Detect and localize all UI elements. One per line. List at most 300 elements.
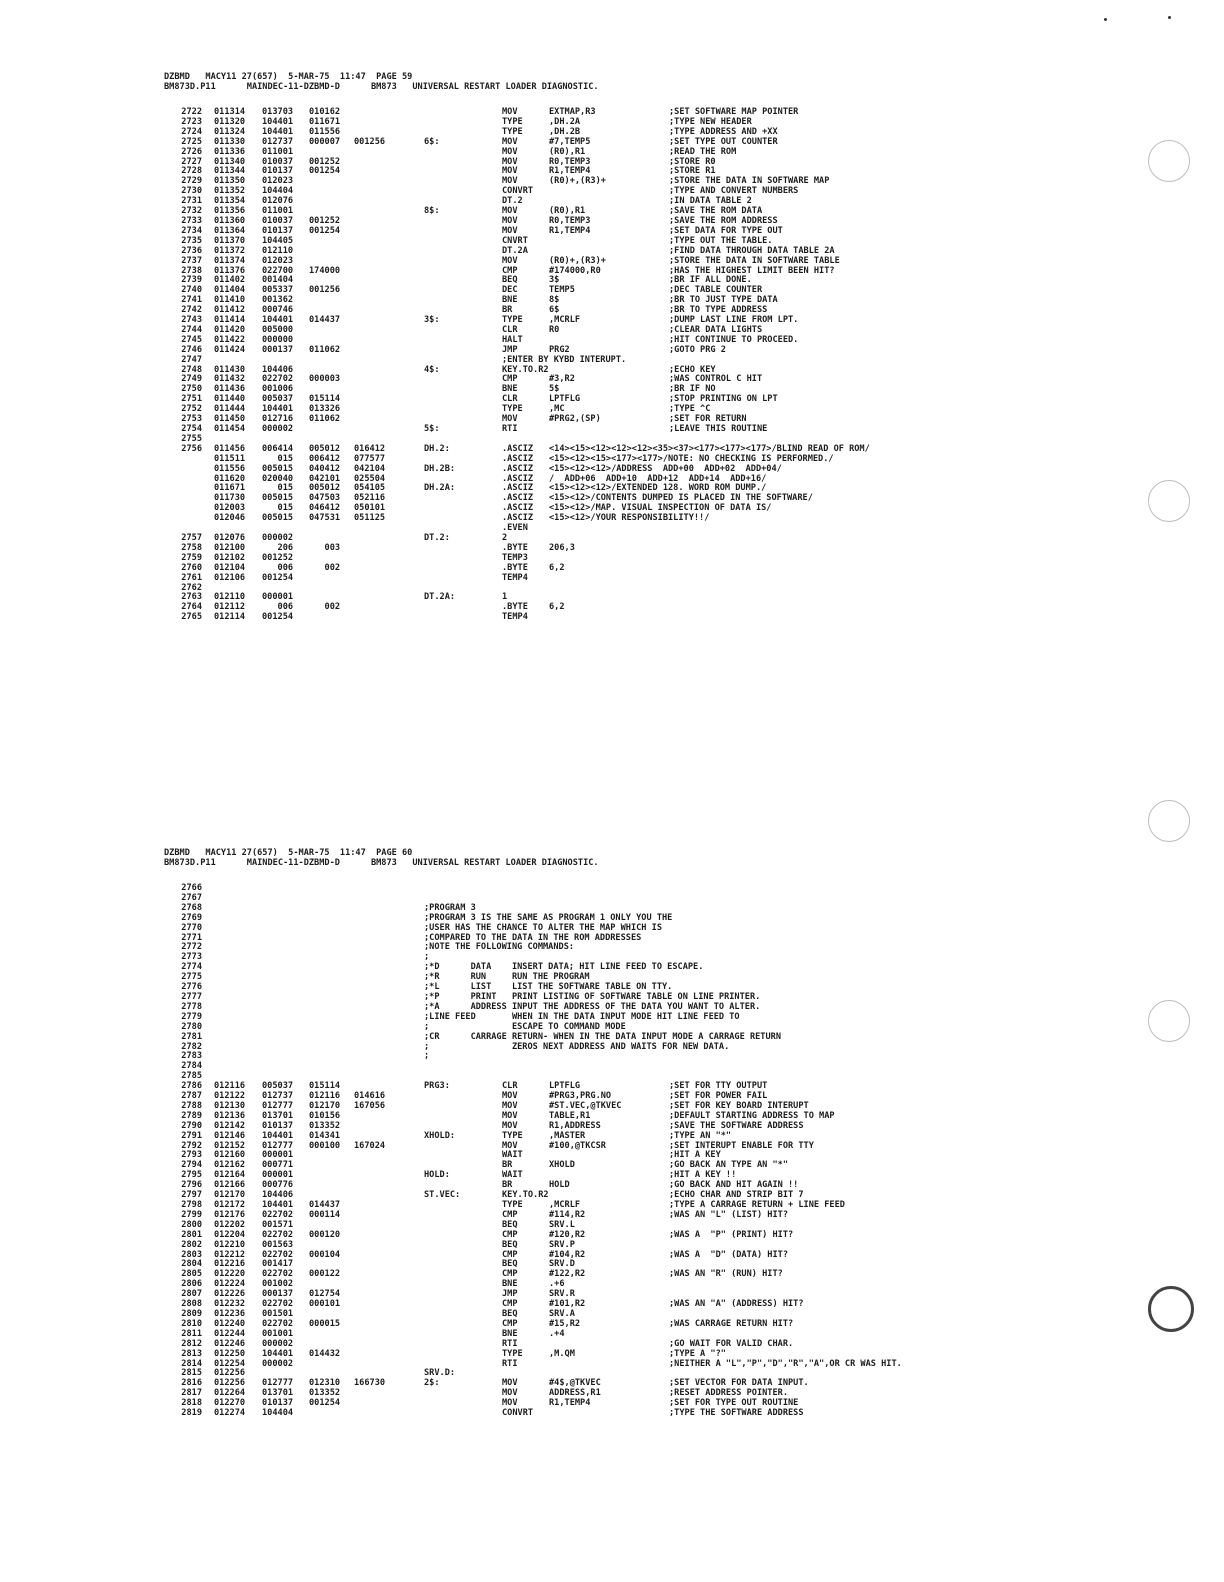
location: 012046 [214,513,246,524]
label: 8$: [424,206,440,217]
line-number: 2747 [181,354,202,365]
object-word-1: 001362 [262,295,294,306]
operands: #104,R2 [549,1249,586,1260]
line-number: 2801 [181,1229,202,1240]
line-number: 2805 [181,1269,202,1280]
comment: ;TYPE THE SOFTWARE ADDRESS [669,1408,804,1419]
location: 011420 [214,324,246,335]
operands: R0 [549,324,560,335]
object-word-2: 001254 [309,166,341,177]
opcode: MOV [502,176,518,187]
line-number: 2768 [181,902,202,913]
opcode: MOV [502,1100,518,1111]
object-word-3: 050101 [354,503,386,514]
location: 011424 [214,344,246,355]
location: 012102 [214,552,246,563]
operands: ,M.QM [549,1348,575,1359]
opcode: .ASCIZ [502,493,534,504]
page-header-line1: DZBMD MACY11 27(657) 5-MAR-75 11:47 PAGE 60 [164,848,413,858]
listing-line [164,1270,1044,1280]
object-word-2: 000114 [309,1209,341,1220]
listing-line [164,894,1044,904]
operands: <14><15><12><12><12><35><37><177><177><177>/BLIND READ OF ROM/ [549,443,870,454]
object-word-1: 104406 [262,364,294,375]
source-text: ;PROGRAM 3 IS THE SAME AS PROGRAM 1 ONLY YOU THE [424,912,673,923]
comment: ;RESET ADDRESS POINTER. [669,1388,788,1399]
location: 012212 [214,1249,246,1260]
object-word-3: 167056 [354,1100,386,1111]
opcode: BR [502,1160,513,1171]
location: 011374 [214,255,246,266]
label: SRV.D: [424,1368,456,1379]
object-word-1: 104401 [262,1130,294,1141]
source-listing [164,884,1044,1419]
object-word-1: 006 [262,562,294,573]
operands: EXTMAP,R3 [549,107,596,117]
object-word-1: 000002 [262,532,294,543]
listing-line [164,1350,1044,1360]
operands: 206,3 [549,542,575,553]
operands: (R0)+,(R3)+ [549,255,606,266]
location: 012142 [214,1120,246,1131]
comment: ;ECHO CHAR AND STRIP BIT 7 [669,1190,804,1201]
object-word-1: 012023 [262,176,294,187]
operands: ,DH.2B [549,126,581,137]
line-number: 2792 [181,1140,202,1151]
object-word-1: 012777 [262,1378,294,1389]
location: 011370 [214,235,246,246]
line-number: 2757 [181,532,202,543]
comment: ;HIT A KEY [669,1150,721,1161]
location: 012114 [214,612,246,623]
opcode: BNE [502,1279,518,1290]
line-number: 2819 [181,1408,202,1419]
comment: ;SET VECTOR FOR DATA INPUT. [669,1378,809,1389]
operands: <15><12><12>/ADDRESS ADD+00 ADD+02 ADD+04/ [549,463,782,474]
line-number: 2769 [181,912,202,923]
opcode: MOV [502,255,518,266]
operands: / ADD+06 ADD+10 ADD+12 ADD+14 ADD+16/ [549,473,767,484]
comment: ;HAS THE HIGHEST LIMIT BEEN HIT? [669,265,835,276]
comment: ;TYPE A CARRAGE RETURN + LINE FEED [669,1200,845,1210]
object-word-1: 005015 [262,513,294,524]
operands: XHOLD [549,1160,575,1171]
operands: ,MASTER [549,1130,586,1141]
location: 012226 [214,1289,246,1300]
listing-line [164,1330,1044,1340]
location: 012152 [214,1140,246,1151]
opcode: ;ENTER BY KYBD INTERUPT. [502,354,627,365]
location: 011556 [214,463,246,474]
line-number: 2743 [181,315,202,326]
comment: ;STORE R1 [669,166,716,177]
location: 011356 [214,206,246,217]
listing-line [164,1360,1044,1370]
opcode: MOV [502,1140,518,1151]
object-word-3: 014616 [354,1091,386,1102]
comment: ;SAVE THE SOFTWARE ADDRESS [669,1120,804,1131]
opcode: BNE [502,384,518,395]
line-number: 2797 [181,1190,202,1201]
location: 012216 [214,1259,246,1270]
comment: ;BR TO TYPE ADDRESS [669,305,768,316]
operands: #4$,@TKVEC [549,1378,601,1389]
opcode: MOV [502,1398,518,1409]
opcode: MOV [502,1378,518,1389]
opcode: CMP [502,1229,518,1240]
line-number: 2724 [181,126,202,137]
label: ST.VEC: [424,1190,461,1201]
object-word-2: 000015 [309,1318,341,1329]
operands: #101,R2 [549,1299,586,1310]
label: DT.2: [424,532,450,543]
object-word-1: 012716 [262,414,294,425]
page-header-line2: BM873D.P11 MAINDEC-11-DZBMD-D BM873 UNIVERSAL RESTART LOADER DIAGNOSTIC. [164,82,599,92]
object-word-3: 016412 [354,443,386,454]
opcode: TYPE [502,315,523,326]
location: 012246 [214,1338,246,1349]
opcode: .ASCIZ [502,483,534,494]
operands: R1,ADDRESS [549,1120,601,1131]
operands: 5$ [549,384,560,395]
source-text: ;COMPARED TO THE DATA IN THE ROM ADDRESSES [424,932,642,943]
opcode: MOV [502,1091,518,1102]
opcode: BR [502,1180,513,1191]
line-number: 2746 [181,344,202,355]
comment: ;DUMP LAST LINE FROM LPT. [669,315,799,326]
object-word-2: 012170 [309,1100,341,1111]
line-number: 2758 [181,542,202,553]
comment: ;DEC TABLE COUNTER [669,285,763,296]
comment: ;WAS A "P" (PRINT) HIT? [669,1229,794,1240]
line-number: 2775 [181,972,202,983]
line-number: 2806 [181,1279,202,1290]
object-word-1: 022702 [262,1249,294,1260]
line-number: 2771 [181,932,202,943]
operands: (R0)+,(R3)+ [549,176,606,187]
object-word-2: 015114 [309,1081,341,1092]
object-word-2: 000007 [309,136,341,147]
opcode: DT.2A [502,245,528,256]
object-word-2: 010162 [309,107,341,117]
object-word-1: 012777 [262,1100,294,1111]
listing-line [164,217,1044,227]
line-number: 2737 [181,255,202,266]
comment: ;GO BACK AND HIT AGAIN !! [669,1180,799,1191]
line-number: 2794 [181,1160,202,1171]
opcode: CONVRT [502,1408,534,1419]
object-word-3: 025504 [354,473,386,484]
operands: TABLE,R1 [549,1110,591,1121]
comment: ;BR IF NO [669,384,716,395]
line-number: 2773 [181,952,202,963]
line-number: 2728 [181,166,202,177]
comment: ;GOTO PRG 2 [669,344,726,355]
speck [1168,16,1171,19]
line-number: 2777 [181,991,202,1002]
comment: ;SAVE THE ROM ADDRESS [669,215,778,226]
listing-line [164,1310,1044,1320]
location: 012104 [214,562,246,573]
operands: PRG2 [549,344,570,355]
object-word-2: 000101 [309,1299,341,1310]
opcode: CMP [502,1299,518,1310]
line-number: 2764 [181,602,202,613]
listing-line [164,158,1044,168]
line-number: 2782 [181,1041,202,1052]
opcode: .ASCIZ [502,463,534,474]
location: 012210 [214,1239,246,1250]
listing-line [164,296,1044,306]
line-number: 2810 [181,1318,202,1329]
operands: LPTFLG [549,394,581,405]
punch-hole [1148,480,1190,522]
operands: SRV.A [549,1308,575,1319]
location: 012256 [214,1378,246,1389]
object-word-2: 000100 [309,1140,341,1151]
listing-line [164,197,1044,207]
object-word-1: 001002 [262,1279,294,1290]
opcode: .EVEN [502,523,528,534]
object-word-1: 010137 [262,166,294,177]
object-word-2: 005012 [309,483,341,494]
location: 011364 [214,225,246,236]
object-word-2: 011556 [309,126,341,137]
location: 011730 [214,493,246,504]
line-number: 2798 [181,1200,202,1210]
object-word-2: 013352 [309,1388,341,1399]
line-number: 2725 [181,136,202,147]
object-word-1: 000001 [262,1150,294,1161]
line-number: 2808 [181,1299,202,1310]
listing-line [164,1211,1044,1221]
object-word-1: 104404 [262,186,294,197]
opcode: MOV [502,225,518,236]
line-number: 2731 [181,196,202,207]
listing-line [164,267,1044,277]
location: 012122 [214,1091,246,1102]
object-word-1: 015 [262,503,294,514]
line-number: 2762 [181,582,202,593]
opcode: .BYTE [502,542,528,553]
listing-line [164,603,1044,613]
operands: R0,TEMP3 [549,215,591,226]
line-number: 2799 [181,1209,202,1220]
comment: ;SET TYPE OUT COUNTER [669,136,778,147]
line-number: 2723 [181,116,202,127]
label: 5$: [424,424,440,434]
line-number: 2741 [181,295,202,306]
opcode: BEQ [502,1219,518,1230]
comment: ;GO WAIT FOR VALID CHAR. [669,1338,794,1349]
object-word-1: 000000 [262,334,294,345]
location: 012232 [214,1299,246,1310]
operands: <15><12><12>/EXTENDED 128. WORD ROM DUMP./ [549,483,767,494]
location: 011454 [214,424,246,434]
object-word-1: 001417 [262,1259,294,1270]
object-word-1: 104401 [262,315,294,326]
opcode: RTI [502,424,518,434]
listing-line [164,148,1044,158]
opcode: MOV [502,156,518,167]
comment: ;SET FOR RETURN [669,414,747,425]
comment: ;BR TO JUST TYPE DATA [669,295,778,306]
line-number: 2778 [181,1001,202,1012]
object-word-1: 022702 [262,1299,294,1310]
opcode: CLR [502,324,518,335]
operands: <15><12>/YOUR RESPONSIBILITY!!/ [549,513,710,524]
source-listing [164,108,1044,623]
listing-line [164,1052,1044,1062]
object-word-2: 047531 [309,513,341,524]
operands: #120,R2 [549,1229,586,1240]
opcode: .BYTE [502,602,528,613]
listing-line [164,356,1044,366]
listing-line [164,544,1044,554]
opcode: KEY.TO.R2 [502,364,549,375]
source-text: ; [424,1051,430,1062]
line-number: 2734 [181,225,202,236]
location: 012176 [214,1209,246,1220]
operands: .+4 [549,1328,565,1339]
object-word-1: 010037 [262,215,294,226]
listing-line [164,395,1044,405]
location: 011344 [214,166,246,177]
object-word-1: 006 [262,602,294,613]
line-number: 2726 [181,146,202,157]
comment: ;HIT A KEY !! [669,1170,737,1181]
opcode: .BYTE [502,562,528,573]
listing-line [164,237,1044,247]
line-number: 2730 [181,186,202,197]
line-number: 2732 [181,206,202,217]
operands: 3$ [549,275,560,286]
location: 012130 [214,1100,246,1111]
label: 3$: [424,315,440,326]
listing-line [164,1379,1044,1389]
location: 011511 [214,453,246,464]
listing-line [164,1142,1044,1152]
opcode: .ASCIZ [502,473,534,484]
opcode: .ASCIZ [502,443,534,454]
comment: ;GO BACK AN TYPE AN "*" [669,1160,788,1171]
location: 011360 [214,215,246,226]
location: 012162 [214,1160,246,1171]
listing-line [164,1072,1044,1082]
location: 012170 [214,1190,246,1201]
line-number: 2795 [181,1170,202,1181]
line-number: 2793 [181,1150,202,1161]
listing-line [164,366,1044,376]
comment: ;DEFAULT STARTING ADDRESS TO MAP [669,1110,835,1121]
listing-line [164,375,1044,385]
operands: #7,TEMP5 [549,136,591,147]
line-number: 2756 [181,443,202,454]
listing-line [164,405,1044,415]
line-number: 2787 [181,1091,202,1102]
object-word-1: 104401 [262,1200,294,1210]
object-word-2: 014341 [309,1130,341,1141]
comment: ;FIND DATA THROUGH DATA TABLE 2A [669,245,835,256]
line-number: 2774 [181,962,202,973]
object-word-2: 000104 [309,1249,341,1260]
object-word-2: 013326 [309,404,341,415]
line-number: 2772 [181,942,202,953]
listing-line [164,943,1044,953]
comment: ;TYPE A "?" [669,1348,726,1359]
object-word-1: 000771 [262,1160,294,1171]
listing-line [164,286,1044,296]
line-number: 2785 [181,1071,202,1082]
label: DT.2A: [424,592,456,603]
opcode: .ASCIZ [502,503,534,514]
line-number: 2748 [181,364,202,375]
listing-line [164,1161,1044,1171]
comment: ;WAS A "D" (DATA) HIT? [669,1249,788,1260]
opcode: WAIT [502,1150,523,1161]
operands: .+6 [549,1279,565,1290]
line-number: 2815 [181,1368,202,1379]
object-word-1: 000002 [262,424,294,434]
listing-line [164,177,1044,187]
object-word-1: 206 [262,542,294,553]
opcode: MOV [502,414,518,425]
object-word-2: 011062 [309,344,341,355]
line-number: 2729 [181,176,202,187]
line-number: 2814 [181,1358,202,1369]
object-word-1: 104406 [262,1190,294,1201]
listing-line [164,1062,1044,1072]
listing-line [164,415,1044,425]
source-text: ;*P PRINT PRINT LISTING OF SOFTWARE TABLE ON LINE PRINTER. [424,991,761,1002]
listing-line [164,1231,1044,1241]
line-number: 2779 [181,1011,202,1022]
comment: ;WAS AN "A" (ADDRESS) HIT? [669,1299,804,1310]
location: 012220 [214,1269,246,1280]
object-word-2: 006412 [309,453,341,464]
opcode: CMP [502,1269,518,1280]
location: 012172 [214,1200,246,1210]
opcode: HALT [502,334,523,345]
line-number: 2776 [181,982,202,993]
object-word-1: 104404 [262,1408,294,1419]
line-number: 2733 [181,215,202,226]
listing-line [164,1320,1044,1330]
location: 012076 [214,532,246,543]
location: 012250 [214,1348,246,1359]
line-number: 2745 [181,334,202,345]
listing-line [164,138,1044,148]
object-word-2: 002 [309,602,341,613]
comment: ;SET FOR KEY BOARD INTERUPT [669,1100,809,1111]
location: 011410 [214,295,246,306]
location: 011412 [214,305,246,316]
operands: <15><12>/MAP. VISUAL INSPECTION OF DATA IS/ [549,503,772,514]
opcode: RTI [502,1338,518,1349]
listing-line [164,1221,1044,1231]
page-header-line1: DZBMD MACY11 27(657) 5-MAR-75 11:47 PAGE 59 [164,72,413,82]
location: 012136 [214,1110,246,1121]
location: 012164 [214,1170,246,1181]
listing-line [164,1290,1044,1300]
opcode: CMP [502,1318,518,1329]
listing-line [164,584,1044,594]
location: 011436 [214,384,246,395]
location: 011372 [214,245,246,256]
operands: 6,2 [549,602,565,613]
operands: TEMP5 [549,285,575,296]
line-number: 2783 [181,1051,202,1062]
